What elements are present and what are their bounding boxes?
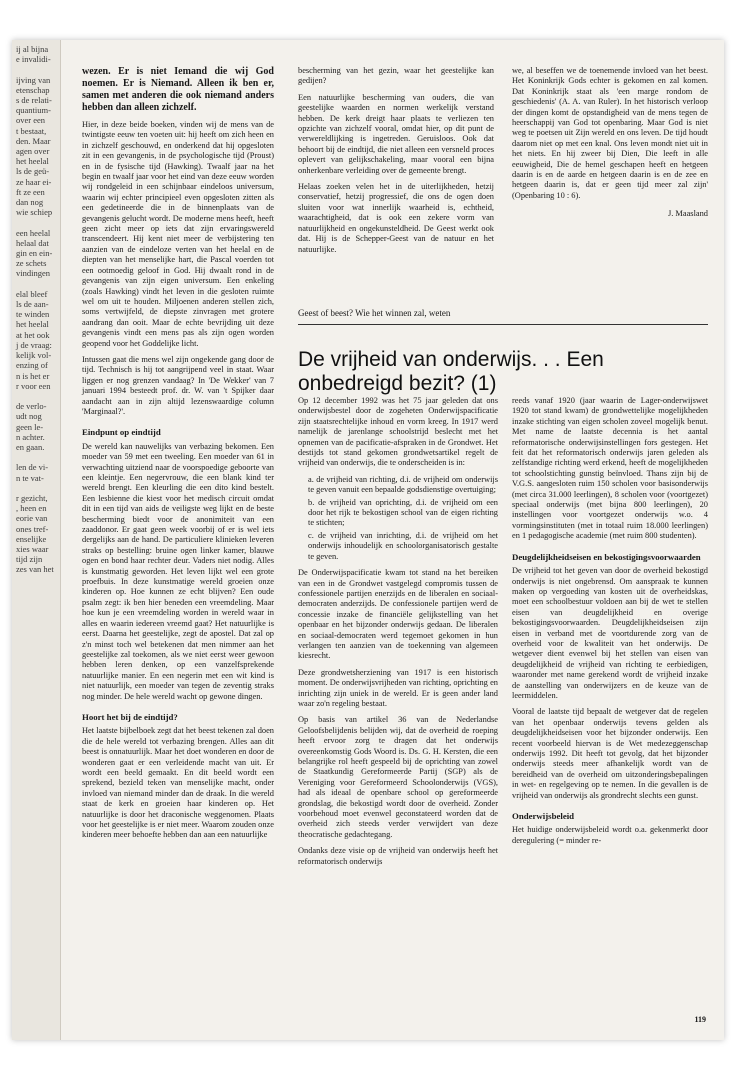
paragraph: Intussen gaat die mens wel zijn ongekende gang door de tijd. Technisch is hij tot aangrijpend veel in staat. Waar liggen er nog grenzen vandaag? In 'De Wekker' van 7 januari 1994 besteedt prof. dr. W. van 't Spijker daar aandacht aan in zijn altijd lezenswaardige column 'Marginaal?'. [82, 354, 274, 416]
divider [298, 324, 708, 325]
paragraph: De vrijheid tot het geven van door de overheid bekostigd onderwijs is niet ongebrensd. Om aanspraak te kunnen maken op vergoeding van kosten uit de overheidskas, moet een schoolbestuur voldoen aan bij de wet te stellen eisen van deugdelijkheid en overige bekostigingsvoorwaarden. Deugdelijkheidseisen zijn eisen in verband met de voortdurende zorg van de overheid voor de kwaliteit van het onderwijs. De wetgever dient evenwel bij het stellen van eisen van deugdelijkheid de vrijheid van richting te eerbiedigen, waaronder met name gerekend wordt de vrijheid inzake de aanstelling van onderwijzers en de keuze van de leermiddelen. [512, 566, 708, 700]
paragraph: Hier, in deze beide boeken, vinden wij de mens van de twintigste eeuw ten voeten uit: hij heeft om zich heen en in zichzelf geschouwd, en onderkend dat hij opgesloten zit in een gevangenis, in de psychologische tijd (Proust) en in de fysische tijd (Hawking). Twaalf jaar na het begin en twaalf jaar voor het eind van deze eeuw worden wij rondgeleid in een schijnbaar eindeloos universum, waarin wij echter principieel even opgesloten zitten als een gedetineerde die in de binnenplaats van de gevangenis gelucht wordt. De moderne mens heeft, heeft geen zicht meer op iets dat zijn ervaringswereld transcendeert. Hij kent niet meer de verbijstering ten aanzien van de eindeloze verten van het heelal en de diepten van het menselijke hart, die Pascal voerden tot een ootmoedig geloof in God. Hij dwaalt rond in de gevangenis van zijn eigen universum. Een enkeling (zoals Hawking) vindt het leven in die gesloten ruimte wel om uit te houden. Miljoenen anderen stellen zich, soms vertwijfeld, de diepste zinvragen met grotere aandrang dan ooit. Maar de echte bevrijding uit deze gevangenis vindt een mens pas als zijn ogen worden geopend voor het Goddelijke licht. [82, 120, 274, 348]
list-item: c. de vrijheid van inrichting, d.i. de vrijheid om het onderwijs inhoudelijk en schoolorganisatorisch gestalte te geven. [308, 530, 498, 561]
article-title: De vrijheid van onderwijs. . . Een onbedreigd bezit? (1) [298, 348, 604, 396]
column-1 [82, 66, 274, 847]
paragraph: Het huidige onderwijsbeleid wordt o.a. gekenmerkt door deregulering (= minder re- [512, 825, 708, 845]
paragraph: Een natuurlijke bescherming van ouders, die van geestelijke waarden en normen werkelijk verstand hebben. De kerk dreigt haar plaats te verliezen ten opzichte van zichzelf vooral, omdat hier, op dit punt de verwereldlijking is ingetreden. Geruisloos. Ook dat behoort bij de eindtijd, die niet alleen een versneld proces oplevert van gelijkschakeling, maar vooral een bijna onherkenbare verleiding over de gemeente brengt. [298, 92, 494, 175]
paragraph: reeds vanaf 1920 (jaar waarin de Lager-onderwijswet 1920 tot stand kwam) de grondwettelijke mogelijkheden inzake stichting van eigen scholen zoveel mogelijk benut. Met name de laatste decennia is het aantal reformatorische onderwijsinstellingen fors gestegen. Het feit dat het reformatorisch onderwijs jaren geleden als zelfstandige richting werd erkend, heeft de mogelijkheden tot schoolstichting gunstig beïnvloed. Thans zijn bij de V.G.S. aangesloten ruim 150 scholen voor basisonderwijs (met circa 31.000 leerlingen), 8 scholen voor (voortgezet) speciaal onderwijs (met bijna 800 leerlingen), 20 instellingen voor voortgezet onderwijs w.o. 4 vormingsinstituten (met in totaal ruim 18.000 leerlingen) en 1 pedagogische academie (met ruim 800 studenten). [512, 396, 708, 541]
column-2 [298, 66, 494, 261]
paragraph: Helaas zoeken velen het in de uiterlijkheden, hetzij conservatief, hetzij progressief, die ons de ogen doen sluiten voor wat innerlijk waarheid is, echtheid, waarachtigheid, dat is ook een zekere vorm van natuurlijkheid en ongekunsteldheid. De Geest werkt ook dat. Hij is de Schepper-Geest van de natuur en het natuurlijke. [298, 182, 494, 254]
paragraph: Deze grondwetsherziening van 1917 is een historisch moment. De onderwijsvrijheden van richting, oprichting en inrichting zijn uniek in de wereld. Er is geen ander land waar zo'n regeling bestaat. [298, 667, 498, 708]
magazine-page [12, 40, 724, 1040]
paragraph: Ondanks deze visie op de vrijheid van onderwijs heeft het reformatorisch onderwijs [298, 846, 498, 866]
previous-page-text: ij al bijna e invalidi- ijving van etenschap s de relati- quantium- over een t bestaat, den. Maar agen over het heelal ls de geü- ze haar ei- ft ze een dan nog wie schiep een heelal helaal dat gin en ein- ze schets vindingen elal bleef ls de aan- te winden het heelal at het ook j de vraag: kelijk vol- enzing of n is het er r voor een de verlo- udt nog geen le- n achter. en gaan. len de vi- n te vat- r gezicht, , heen en eorie van ones tref- enselijke xies waar tijd zijn zes van het [16, 44, 54, 575]
article-column-2 [512, 396, 708, 852]
continuation-line: Geest of beest? Wie het winnen zal, weten [298, 308, 451, 318]
article-column-1 [298, 396, 498, 873]
column-3 [512, 66, 708, 220]
freedom-list [298, 475, 498, 562]
paragraph: Op basis van artikel 36 van de Nederlandse Geloofsbelijdenis belijden wij, dat de overheid de roeping heeft ervoor zorg te dragen dat het onderwijs overeenkomstig Gods Woord is. Ds. G. H. Kersten, die een belangrijke rol heeft gespeeld bij de oprichting van zowel de Staatkundig Gereformeerde Partij (SGP) als de Vereniging voor Gereformeerd Schoolonderwijs (VGS), had als ideaal de openbare school op gereformeerde grondslag, die bekostigd wordt door de overheid. Zonder voorbehoud moet evenwel geconstateerd worden dat de overheid zich steeds verder verwijdert van deze theocratische gedachtegang. [298, 715, 498, 839]
section-heading: Hoort het bij de eindtijd? [82, 711, 178, 722]
paragraph: De Onderwijspacificatie kwam tot stand na het bereiken van een in de Grondwet vastgelegd compromis tussen de confessionele partijen enerzijds en de liberalen en sociaal-democraten anderzijds. De confessionele partijen werd de concessie inzake de financiële gelijkstelling van het openbaar en het bijzonder onderwijs gedaan. De liberalen en sociaal-democraten werd tegemoet gekomen in hun verlangen ten aanzien van de toekenning van algemeen kiesrecht. [298, 568, 498, 661]
page-number: 119 [694, 1015, 706, 1024]
section-heading: Eindpunt op eindtijd [82, 427, 161, 438]
intro-paragraph: wezen. Er is niet Iemand die wij God noemen. Er is Niemand. Alleen ik ben er, samen met anderen die ook niemand anders hebben dan alleen zichzelf. [82, 66, 274, 113]
section-heading: Onderwijsbeleid [512, 811, 575, 822]
list-item: b. de vrijheid van oprichting, d.i. de vrijheid om een door het rijk te bekostigen school van de eigen richting te stichten; [308, 497, 498, 528]
paragraph: we, al beseffen we de toenemende invloed van het beest. Het Koninkrijk Gods echter is gekomen en zal komen. Dat Koninkrijk staat als 'een marge rondom de geschiedenis' (A. A. van Ruler). In het historisch verloop der dingen komt de opstandigheid van de mens tegen de heerschappij van God tot openbaring. Maar God is niet weg te poetsen uit Zijn wereld en ons leven. De tijd houdt daarom niet op met een knal. Ons leven mondt niet uit in het niets. En hij zweer bij Dien, Die leeft in alle eeuwigheid, Die de hemel geschapen heeft en hetgeen daarin is en de aarde en hetgeen daarin is en de zee en hetgeen daarin is, dat er geen tijd meer zal zijn' (Openbaring 10 : 6). [512, 66, 708, 200]
previous-page-edge [12, 40, 61, 1040]
paragraph: Op 12 december 1992 was het 75 jaar geleden dat ons onderwijsbestel door de zogeheten Onderwijspacificatie zijn staatsrechtelijke inhoud en vorm kreeg. In 1917 werd namelijk de jarenlange schoolstrijd beslecht met het opnemen van de pacificatie-afspraken in de Grondwet. Het destijds tot stand gekomen grondwetsartikel regelt de vrijheid van onderwijs, die te onderscheiden is in: [298, 396, 498, 468]
paragraph: De wereld kan nauwelijks van verbazing bekomen. Een moeder van 59 met een tweeling. Een moeder van 61 in verwachting uitziend naar de voorspoedige geboorte van een kleintje. Een negervrouw, die een blank kind ter wereld brengt. Een kleurling die een dito kind bestelt. Een lesbienne die kiest voor het medisch circuit omdat dit in een tijd van aids de veiligste weg lijkt en de beste bescherming biedt voor de anonimiteit van een zaaddonor. Er gaat geen week voorbij of er is wel iets dergelijks aan de hand. De particuliere klinieken leveren straks op bestelling: bruine ogen linker kamer, blauwe ogen en bond haar rechter deur. Vaders niet nodig. Alles is kunstmatig geworden. Het leven lijkt wel een grote proefbuis. In deze kunstmatige wereld groeien onze kinderen op. Hoe kunnen ze echt blijven? Een oude psalm zegt: ik ben hier beneden een vreemdeling. Maar hoe kun je een vreemdeling worden in wereld waar in alles en waarin iedereen vreemd gaat? Het natuurlijke is eerst. Daarna het geestelijke, zegt de apostel. Dat zal op z'n minst toch wel betekenen dat men nimmer aan het geestelijke zal toekomen, als we niet eerst weer gewoon hebben leren denken, op een vanzelfsprekende natuurlijke manier. En een negerin met een wit kind is niet natuurlijk, een moeder van tegen de zeventig straks nog minder. De hele wereld wacht op gewone dingen. [82, 441, 274, 701]
paragraph: bescherming van het gezin, waar het geestelijke kan gedijen? [298, 66, 494, 86]
section-heading: Deugdelijkheidseisen en bekostigingsvoorwaarden [512, 551, 701, 562]
author-signature: J. Maasland [667, 209, 708, 219]
list-item: a. de vrijheid van richting, d.i. de vrijheid om onderwijs te geven vanuit een bepaalde godsdienstige overtuiging; [308, 474, 498, 495]
paragraph: Vooral de laatste tijd bepaalt de wetgever dat de regelen van het openbaar onderwijs tevens gelden als deugdelijkheidseisen voor het bijzonder onderwijs. Een recent voorbeeld hiervan is de Wet medezeggenschap onderwijs 1992. Dit heeft tot gevolg, dat het bijzonder onderwijs steeds meer afhankelijk wordt van de bereidheid van de overheid om uitzonderingsbepalingen in wet- en regelgeving op te nemen. In die gevallen is de vrijheid van onderwijs als grondrecht slechts een gunst. [512, 707, 708, 800]
paragraph: Het laatste bijbelboek zegt dat het beest tekenen zal doen die de hele wereld tot verbazing brengen. Alles aan dit beest is onnatuurlijk. Maar het doet wonderen en door de wonderen gaat er een verleidende macht van uit. Er wordt een beeld gemaakt. En dit beeld wordt een sprekend, bezield teken van menselijke macht, onder invloed van niemand minder dan de draak. In die wereld staat de kerk en groeien haar kinderen op. Het natuurlijke is door het draconische weggenomen. Plaats voor het geestelijke is er niet meer. Waarom zouden onze kinderen meer behoefte hebben dan aan een natuurlijke [82, 726, 274, 840]
